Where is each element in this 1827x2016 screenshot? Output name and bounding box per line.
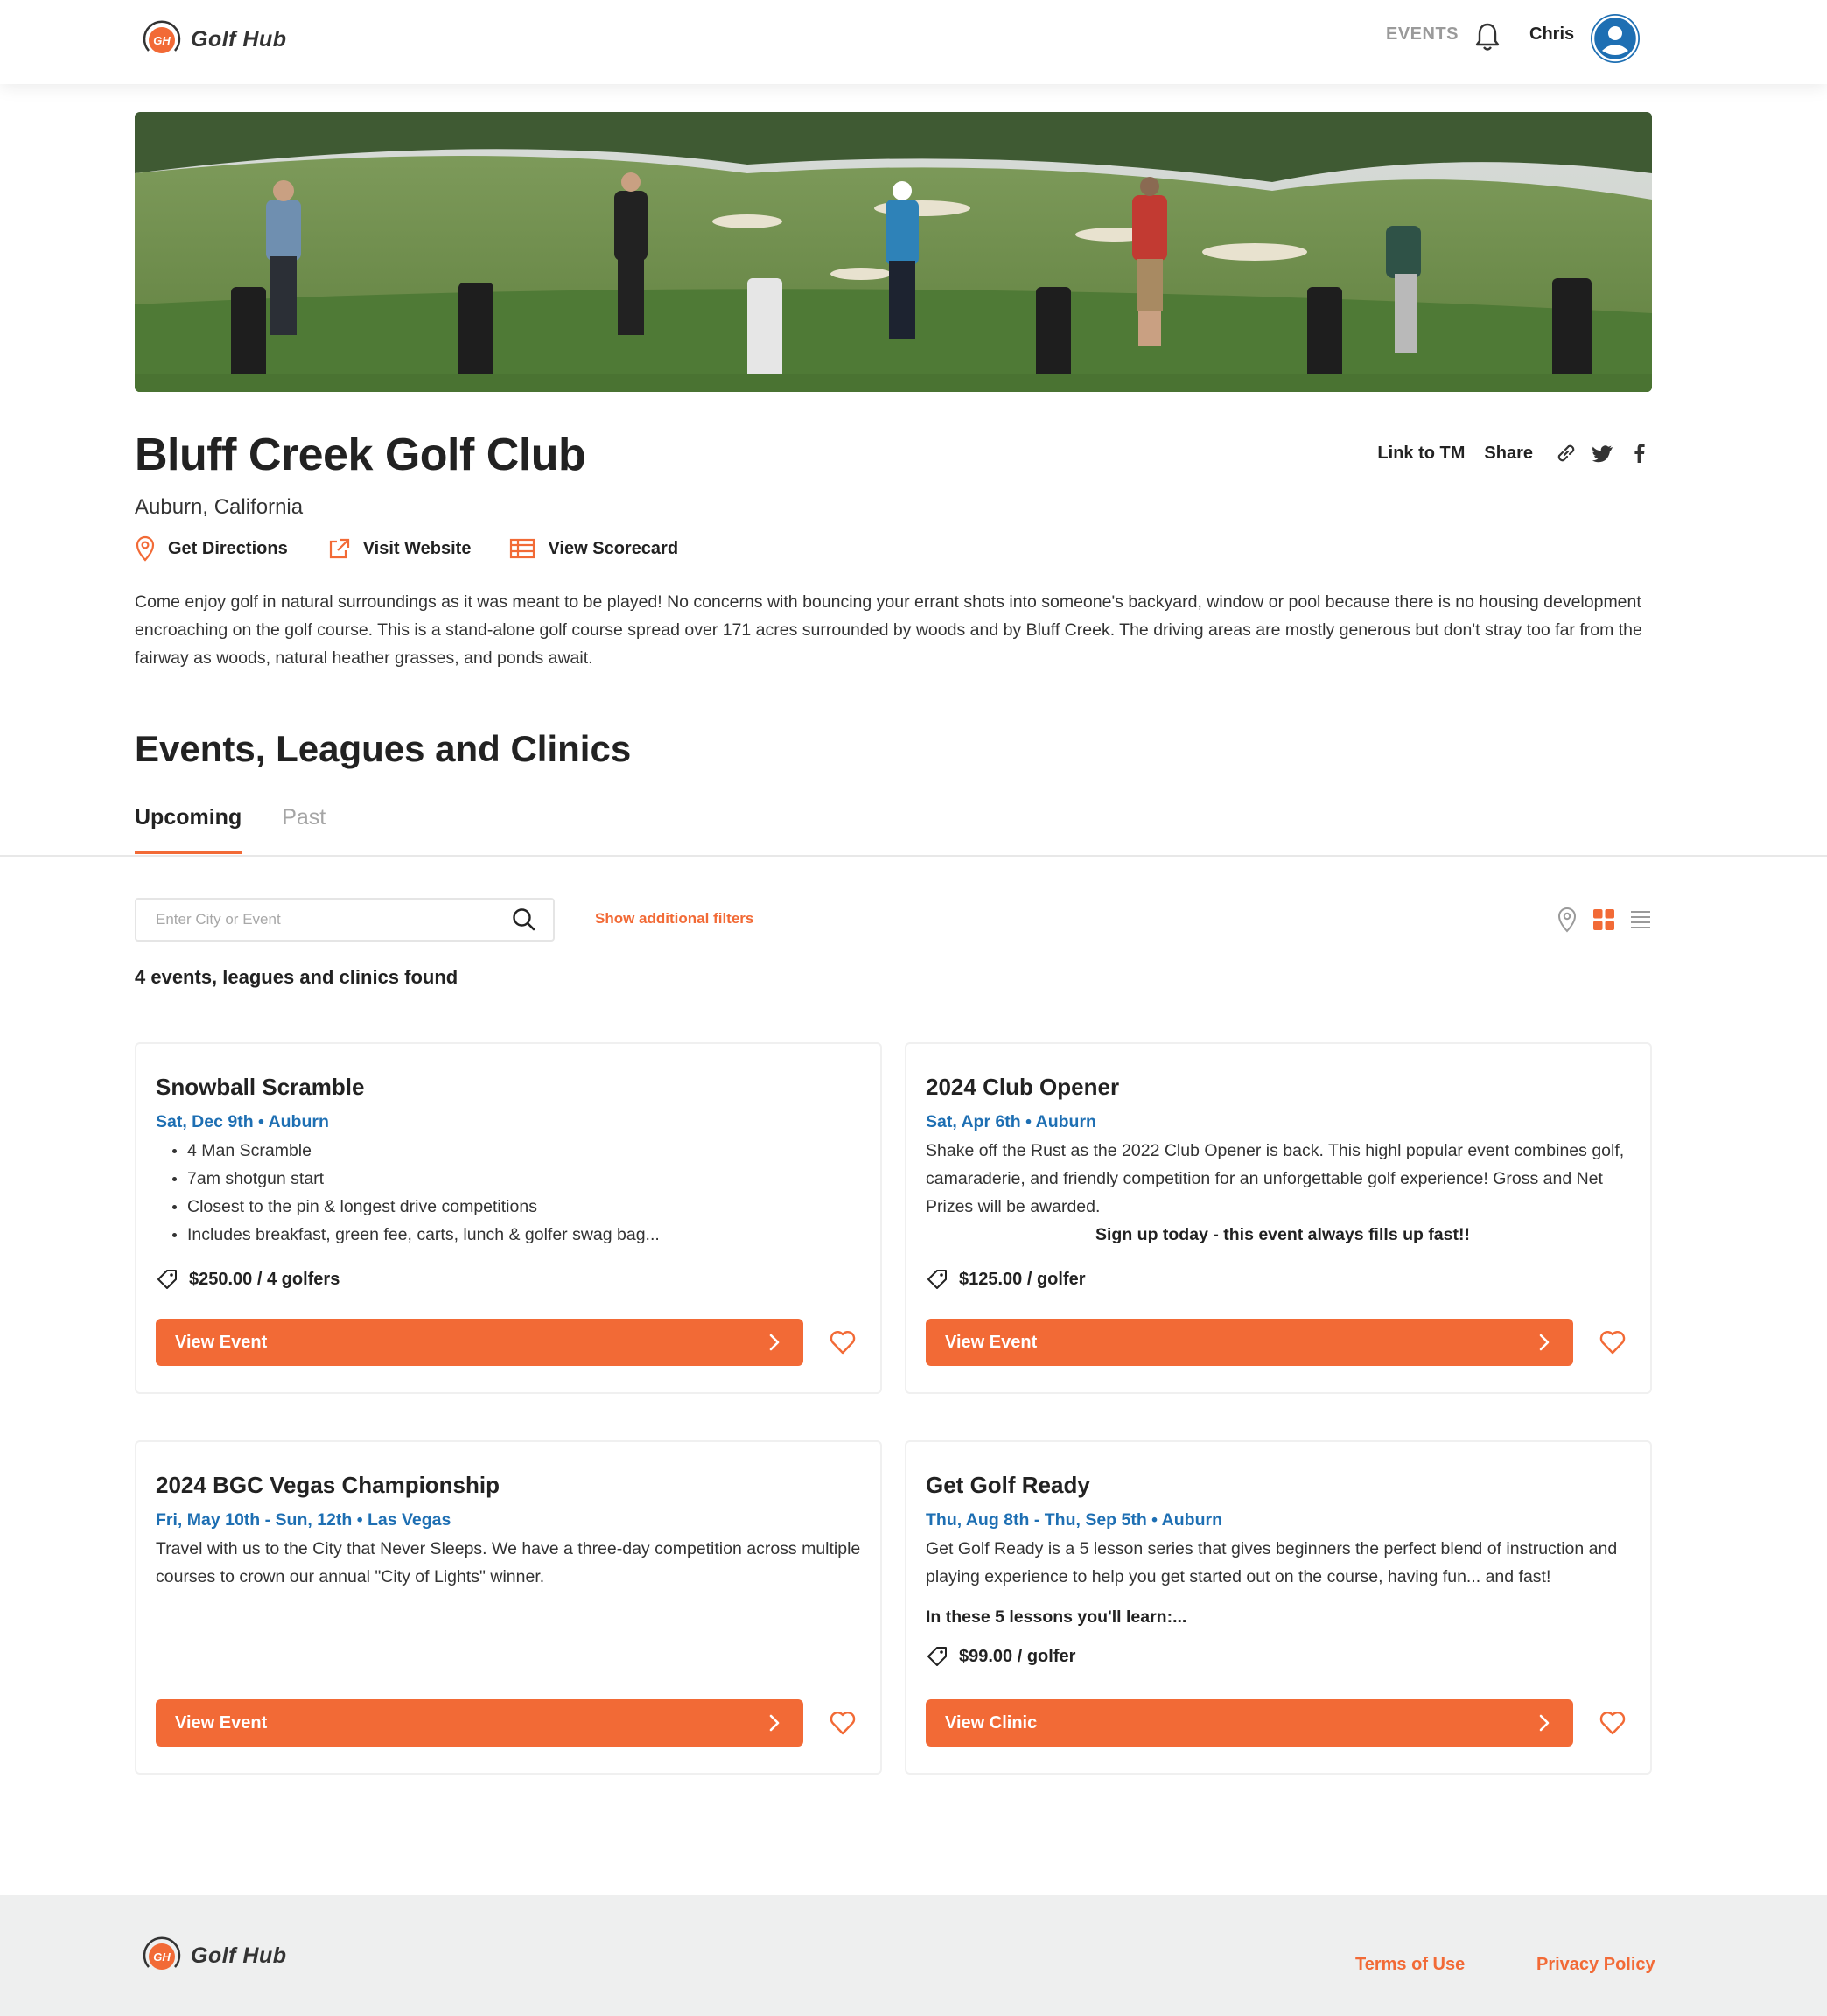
logo-text: Golf Hub [191,1942,287,1968]
event-bullet: Includes breakfast, green fee, carts, lunch & golfer swag bag... [187,1221,870,1249]
get-directions-label: Get Directions [168,538,288,558]
event-date: Sat, Apr 6th • Auburn [926,1112,1096,1131]
event-title[interactable]: 2024 BGC Vegas Championship [156,1472,500,1498]
event-title[interactable]: Get Golf Ready [926,1472,1090,1498]
event-date: Sat, Dec 9th • Auburn [156,1112,329,1131]
scorecard-icon [509,537,536,560]
club-description: Come enjoy golf in natural surroundings as it was meant to be played! No concerns with bouncing your errant shots into someone's backyard, window or pool because there is no housing development encroaching on the golf course. This is a stand-alone golf course spread over 171 acres surrounded by woods and by Bluff Creek. The driving areas are mostly generous but don't stray too far from the fairway as woods, natural heather grasses, and ponds await. [135,592,1642,668]
view-event-label: View Event [175,1332,268,1352]
view-event-button[interactable] [156,1699,803,1746]
view-event-button[interactable] [156,1319,803,1366]
share-label: Share [1484,443,1533,463]
event-description [156,1137,870,1249]
favorite-heart-icon[interactable] [828,1708,858,1738]
event-description-highlight: Sign up today - this event always fills up fast!! [1096,1225,1470,1244]
event-card [135,1042,882,1394]
grid-view-icon[interactable] [1591,906,1617,933]
view-scorecard-label: View Scorecard [548,538,679,558]
view-scorecard-link[interactable] [509,537,678,560]
events-tabs [135,805,366,854]
event-description [926,1535,1640,1631]
events-section-title: Events, Leagues and Clinics [135,728,632,769]
view-event-button[interactable] [926,1319,1573,1366]
results-count: 4 events, leagues and clinics found [135,966,458,988]
terms-of-use-link[interactable]: Terms of Use [1355,1955,1466,1974]
event-bullet: 4 Man Scramble [187,1137,870,1165]
tab-past[interactable]: Past [282,805,326,830]
map-pin-icon [135,536,156,562]
map-view-icon[interactable] [1554,906,1580,933]
share-row [1377,441,1652,466]
bell-icon[interactable] [1474,21,1502,52]
event-card [905,1042,1652,1394]
chevron-right-icon [768,1333,780,1352]
chevron-right-icon [1538,1713,1550,1732]
footer [0,1895,1827,2016]
list-view-icon[interactable] [1628,906,1654,933]
tabs-divider [0,855,1827,857]
event-price-label: $99.00 / golfer [959,1646,1076,1666]
logo-text: Golf Hub [191,26,287,52]
visit-website-link[interactable] [326,536,472,561]
privacy-policy-link[interactable]: Privacy Policy [1536,1955,1656,1974]
view-toggles [1544,906,1654,933]
hero-image [135,112,1652,392]
avatar-icon[interactable] [1591,14,1640,63]
favorite-heart-icon[interactable] [828,1327,858,1357]
svg-text:GH: GH [153,1950,171,1964]
view-event-label: View Event [945,1332,1038,1352]
external-link-icon [326,536,351,561]
event-price [926,1645,1075,1668]
price-tag-icon [926,1268,948,1291]
view-clinic-button[interactable] [926,1699,1573,1746]
logo-badge [140,1934,184,1978]
event-price [156,1268,340,1291]
event-date: Fri, May 10th - Sun, 12th • Las Vegas [156,1510,452,1530]
club-location: Auburn, California [135,495,304,519]
event-price-label: $125.00 / golfer [959,1269,1086,1289]
top-header [0,0,1827,84]
svg-text:GH: GH [153,34,171,47]
tab-upcoming[interactable]: Upcoming [135,805,242,854]
get-directions-link[interactable] [135,536,288,562]
event-card [905,1440,1652,1774]
event-description-text: Travel with us to the City that Never Sleeps. We have a three-day competition across multiple courses to crown our annual "City of Lights" winner. [156,1539,861,1586]
view-clinic-label: View Clinic [945,1712,1038,1732]
header-logo[interactable] [140,18,287,61]
chevron-right-icon [1538,1333,1550,1352]
price-tag-icon [156,1268,178,1291]
favorite-heart-icon[interactable] [1598,1327,1628,1357]
view-event-label: View Event [175,1712,268,1732]
event-title[interactable]: 2024 Club Opener [926,1074,1120,1100]
event-description [926,1137,1640,1249]
search-box [135,898,555,942]
show-filters-link[interactable]: Show additional filters [595,910,754,927]
footer-logo[interactable] [140,1934,287,1978]
facebook-icon[interactable] [1628,441,1652,466]
event-card [135,1440,882,1774]
search-input[interactable] [156,911,511,928]
event-description-highlight: In these 5 lessons you'll learn:... [926,1607,1187,1627]
club-title: Bluff Creek Golf Club [135,430,586,480]
club-actions [135,536,717,562]
favorite-heart-icon[interactable] [1598,1708,1628,1738]
event-price [926,1268,1086,1291]
event-description-text: Shake off the Rust as the 2022 Club Opener is back. This highl popular event combines golf, camaraderie, and friendly competition for an unforgettable golf experience! Gross and Net Prizes will be awarded. [926,1141,1625,1216]
user-name[interactable]: Chris [1530,24,1575,44]
visit-website-label: Visit Website [362,538,472,558]
price-tag-icon [926,1645,948,1668]
chevron-right-icon [768,1713,780,1732]
event-title[interactable]: Snowball Scramble [156,1074,365,1100]
event-bullet: Closest to the pin & longest drive competitions [187,1193,870,1221]
nav-events-link[interactable]: EVENTS [1386,24,1460,44]
event-price-label: $250.00 / 4 golfers [189,1269,340,1289]
twitter-icon[interactable] [1591,441,1615,466]
event-bullet: 7am shotgun start [187,1165,870,1193]
event-description [156,1535,870,1591]
search-icon[interactable] [511,906,537,933]
event-description-text: Get Golf Ready is a 5 lesson series that gives beginners the perfect blend of instruction and playing experience to help you get started out on the course, having fun... and fast! [926,1539,1618,1586]
logo-badge [140,18,184,61]
link-to-tm-link[interactable]: Link to TM [1377,443,1466,463]
link-icon[interactable] [1554,441,1578,466]
event-date: Thu, Aug 8th - Thu, Sep 5th • Auburn [926,1510,1223,1530]
